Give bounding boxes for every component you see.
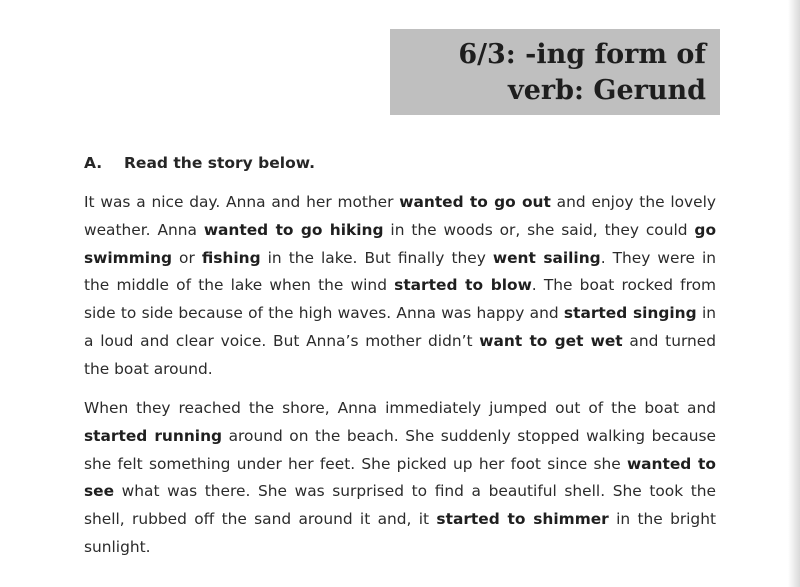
highlighted-verb-phrase: wanted to go out [399, 193, 551, 211]
story-text-segment: and turned the boat around. [84, 331, 716, 378]
section-letter: A. [84, 154, 103, 172]
story-paragraph-1 [84, 189, 716, 384]
story-paragraph-2 [84, 395, 716, 562]
section-heading [84, 151, 315, 175]
highlighted-verb-phrase: go swimming [84, 220, 717, 267]
highlighted-verb-phrase: started running [84, 426, 223, 445]
story-text-segment: in the lake. But finally they [260, 248, 493, 267]
story-text-segment: It was a nice day. Anna and her mother [84, 193, 400, 211]
story-text-segment: what was there. She was surprised to find a beautiful shell. She took the shell, rubbed off the sand around it and, it [84, 482, 716, 529]
story-text-segment: in the woods or, she said, they could [383, 220, 695, 239]
highlighted-verb-phrase: want to get wet [479, 331, 623, 350]
story-text-segment: in the bright sunlight. [84, 510, 716, 556]
highlighted-verb-phrase: fishing [201, 248, 261, 267]
story-text-segment: in a loud and clear voice. But Anna’s mother didn’t [84, 304, 716, 350]
highlighted-verb-phrase: started to shimmer [436, 510, 609, 529]
worksheet-title-line-1: 6/3: -ing form of [458, 39, 706, 70]
story-text-segment: When they reached the shore, Anna immediately jumped out of the boat and [84, 399, 716, 417]
highlighted-verb-phrase: started singing [563, 304, 697, 323]
story-text-segment: . They were in the middle of the lake when the wind [84, 248, 716, 295]
story-text-segment: around on the beach. She suddenly stopped walking because she felt something under her feet. She picked up her foot since she [84, 426, 717, 473]
story-text-segment: . The boat rocked from side to side because of the high waves. Anna was happy and [84, 276, 716, 323]
worksheet-title-box [390, 29, 720, 115]
highlighted-verb-phrase: started to blow [394, 276, 532, 295]
highlighted-verb-phrase: wanted to go hiking [203, 220, 384, 239]
section-instruction: Read the story below. [124, 154, 315, 172]
story-text-segment: or [171, 248, 202, 267]
worksheet-title-line-2: verb: Gerund [508, 75, 706, 106]
story-text-segment: and enjoy the lovely weather. Anna [84, 193, 716, 239]
highlighted-verb-phrase: wanted to see [84, 454, 716, 501]
page-edge-shadow [788, 0, 800, 587]
highlighted-verb-phrase: went sailing [492, 248, 601, 267]
